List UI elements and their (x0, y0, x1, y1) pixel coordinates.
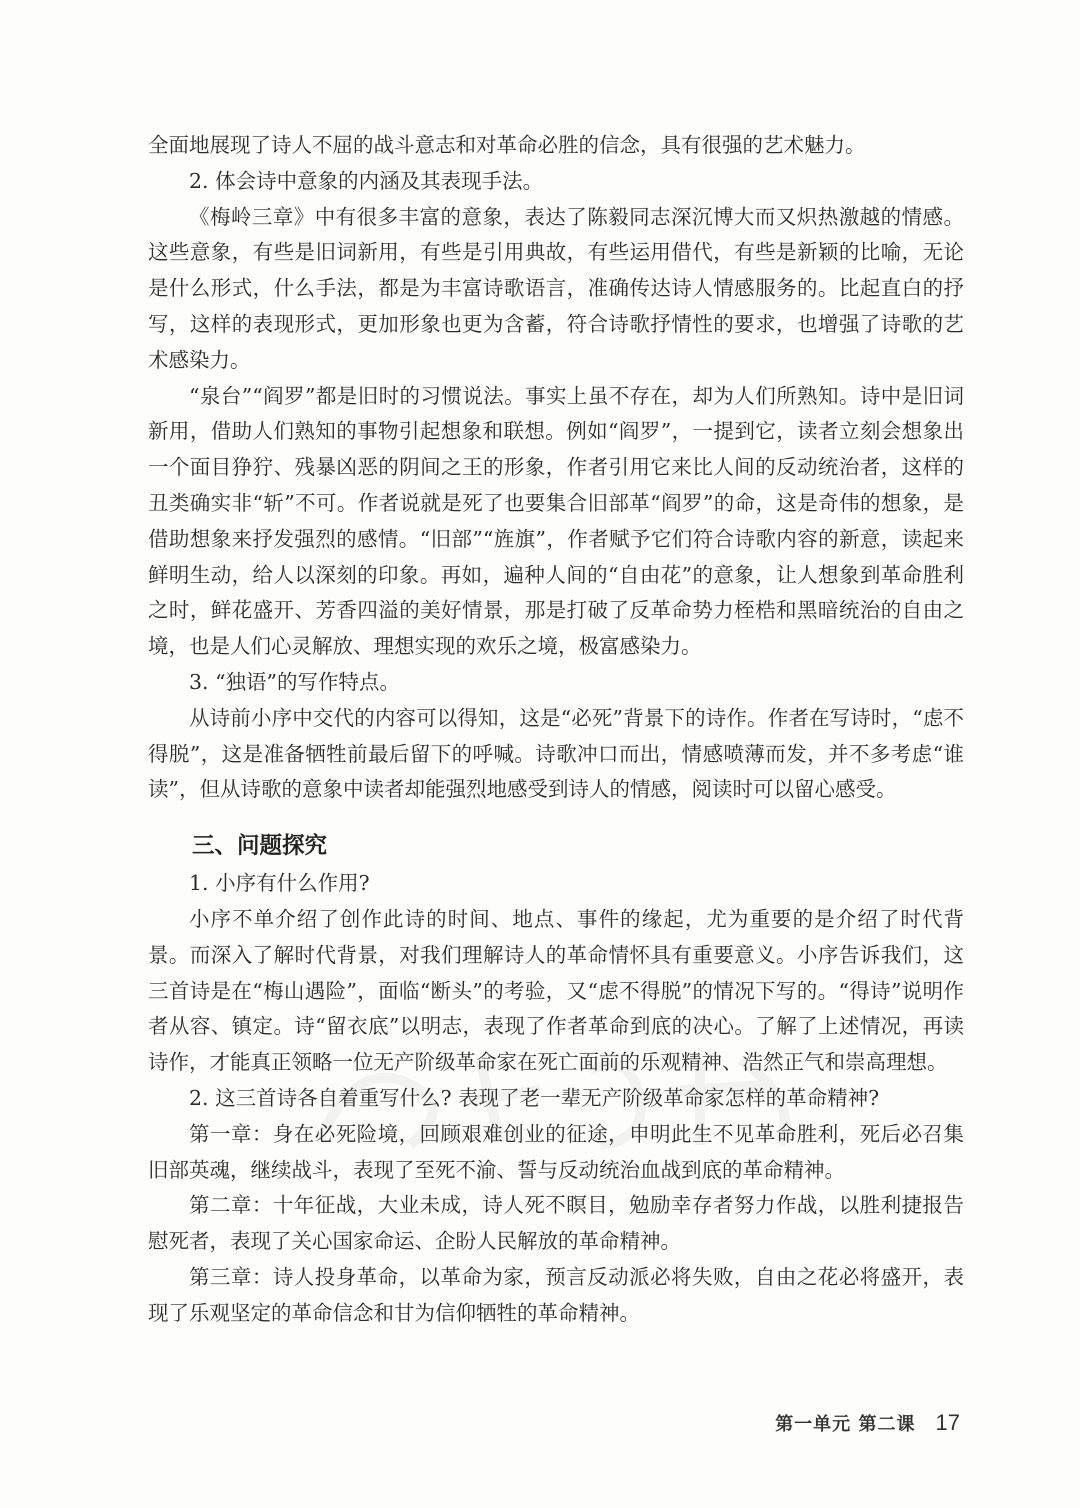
paragraph-imagery: 《梅岭三章》中有很多丰富的意象，表达了陈毅同志深沉博大而又炽热激越的情感。这些意象，有些是旧词新用，有些是引用典故，有些运用借代，有些是新颖的比喻，无论是什么形式，什么手法，都是为丰富诗歌语言，准确传达诗人情感服务的。比起直白的抒写，这样的表现形式，更加形象也更为含蓄，符合诗歌抒情性的要求，也增强了诗歌的艺术感染力。 (148, 204, 964, 372)
answer-chapter-3: 第三章：诗人投身革命，以革命为家，预言反动派必将失败，自由之花必将盛开，表现了乐观坚定的革命信念和甘为信仰牺牲的革命精神。 (148, 1264, 964, 1325)
page-footer (775, 1410, 960, 1436)
main-content (148, 128, 964, 1332)
paragraph-monologue: 从诗前小序中交代的内容可以得知，这是“必死”背景下的诗作。作者在写诗时，“虑不得脱”，这是准备牺牲前最后留下的呼喊。诗歌冲口而出，情感喷薄而发，并不多考虑“谁读”，但从诗歌的意象中读者却能强烈地感受到诗人的情感，阅读时可以留心感受。 (148, 705, 964, 802)
answer-chapter-2: 第二章：十年征战，大业未成，诗人死不瞑目，勉励幸存者努力作战，以胜利捷报告慰死者，表现了关心国家命运、企盼人民解放的革命精神。 (148, 1193, 964, 1254)
paragraph-intro: 全面地展现了诗人不屈的战斗意志和对革命必胜的信念，具有很强的艺术魅力。 (148, 133, 866, 157)
page-number: 17 (935, 1410, 960, 1435)
paragraph-old-words: “泉台”“阎罗”都是旧时的习惯说法。事实上虽不存在，却为人们所熟知。诗中是旧词新用，借助人们熟知的事物引起想象和联想。例如“阎罗”，一提到它，读者立刻会想象出一个面目狰狞、残暴凶恶的阴间之王的形象，作者引用它来比人间的反动统治者，这样的丑类确实非“斩”不可。作者说就是死了也要集合旧部革“阎罗”的命，这是奇伟的想象，是借助想象来抒发强烈的感情。“旧部”“旌旗”，作者赋予它们符合诗歌内容的新意，读起来鲜明生动，给人以深刻的印象。再如，遍种人间的“自由花”的意象，让人想象到革命胜利之时，鲜花盛开、芳香四溢的美好情景，那是打破了反革命势力桎梏和黑暗统治的自由之境，也是人们心灵解放、理想实现的欢乐之境，极富感染力。 (148, 383, 964, 659)
section-title-inquiry: 三、问题探究 (192, 833, 328, 860)
answer-1: 小序不单介绍了创作此诗的时间、地点、事件的缘起，尤为重要的是介绍了时代背景。而深入了解时代背景，对我们理解诗人的革命情怀具有重要意义。小序告诉我们，这三首诗是在“梅山遇险”，面临“断头”的考验，又“虑不得脱”的情况下写的。“得诗”说明作者从容、镇定。诗“留衣底”以明志，表现了作者革命到底的决心。了解了上述情况，再读诗作，才能真正领略一位无产阶级革命家在死亡面前的乐观精神、浩然正气和崇高理想。 (148, 906, 964, 1075)
footer-unit-lesson: 第一单元 第二课 (775, 1414, 916, 1435)
answer-chapter-1: 第一章：身在必死险境，回顾艰难创业的征途，申明此生不见革命胜利，死后必召集旧部英魂，继续战斗，表现了至死不渝、誓与反动统治血战到底的革命精神。 (148, 1121, 964, 1182)
subheading-monologue: 3. “独语”的写作特点。 (189, 669, 401, 694)
question-1: 1. 小序有什么作用? (189, 871, 370, 896)
subheading-imagery: 2. 体会诗中意象的内涵及其表现手法。 (189, 168, 544, 193)
question-2: 2. 这三首诗各自着重写什么? 表现了老一辈无产阶级革命家怎样的革命精神? (189, 1085, 880, 1110)
